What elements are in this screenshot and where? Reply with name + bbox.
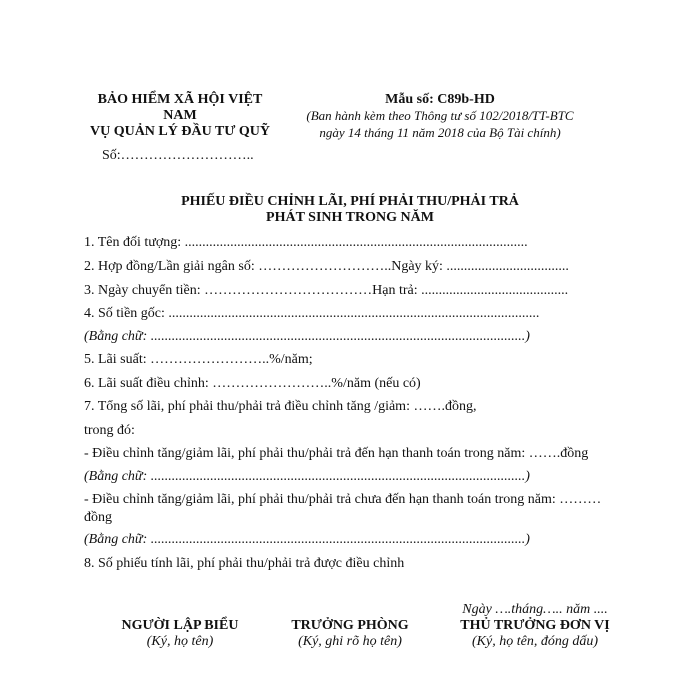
signature-date-line: Ngày ….tháng….. năm .... (462, 602, 608, 617)
field-due-adjustment: - Điều chỉnh tăng/giảm lãi, phí phải thu/phải trả đến hạn thanh toán trong năm: …….đồng (84, 446, 589, 461)
head-of-unit-note: (Ký, họ tên, đóng dấu) (472, 634, 598, 649)
preparer-note: (Ký, họ tên) (146, 634, 214, 649)
document-title-line2: PHÁT SINH TRONG NĂM (266, 210, 434, 225)
form-code: Mẫu số: C89b-HD (385, 92, 495, 107)
field-not-due-adjustment-unit: đồng (84, 510, 112, 525)
field-principal-amount: 4. Số tiền gốc: .......................................................................................................... (84, 306, 540, 321)
field-of-which: trong đó: (84, 423, 135, 438)
field-subject-name: 1. Tên đối tượng: .................................................................................................. (84, 235, 528, 250)
field-due-adjustment-in-words: (Bằng chữ: ...........................................................................................................) (84, 469, 530, 484)
agency-name-line2: NAM (163, 108, 197, 123)
field-total-adjustment: 7. Tổng số lãi, phí phải thu/phải trả điều chỉnh tăng /giảm: …….đồng, (84, 399, 477, 414)
field-not-due-adjustment: - Điều chỉnh tăng/giảm lãi, phí phải thu/phải trả chưa đến hạn thanh toán trong năm: ……… (84, 492, 602, 507)
field-adjusted-slip-number: 8. Số phiếu tính lãi, phí phải thu/phải trả được điều chỉnh (84, 556, 405, 571)
preparer-title: NGƯỜI LẬP BIỂU (121, 618, 239, 633)
document-number: Số:……………………….. (102, 148, 254, 163)
agency-name-line1: BẢO HIỂM XÃ HỘI VIỆT (97, 92, 263, 107)
head-of-department-note: (Ký, ghi rõ họ tên) (298, 634, 402, 649)
document-title-line1: PHIẾU ĐIỀU CHỈNH LÃI, PHÍ PHẢI THU/PHẢI TRẢ (181, 194, 519, 209)
head-of-unit-title: THỦ TRƯỞNG ĐƠN VỊ (460, 618, 610, 633)
field-not-due-adjustment-in-words: (Bằng chữ: ...........................................................................................................) (84, 532, 530, 547)
field-adjusted-rate: 6. Lãi suất điều chỉnh: ……………………..%/năm (nếu có) (84, 376, 421, 391)
issued-by-line2: ngày 14 tháng 11 năm 2018 của Bộ Tài chính) (319, 125, 561, 140)
field-transfer-date: 3. Ngày chuyển tiền: ………………………………Hạn trả: .......................................... (84, 283, 569, 298)
issued-by-line1: (Ban hành kèm theo Thông tư số 102/2018/TT-BTC (306, 108, 574, 123)
department-name: VỤ QUẢN LÝ ĐẦU TƯ QUỸ (89, 124, 271, 139)
field-interest-rate: 5. Lãi suất: ……………………..%/năm; (84, 352, 313, 367)
field-contract-number: 2. Hợp đồng/Lần giải ngân số: ………………………..Ngày ký: ................................... (84, 259, 569, 274)
head-of-department-title: TRƯỞNG PHÒNG (291, 618, 409, 633)
field-principal-in-words: (Bằng chữ: ...........................................................................................................) (84, 329, 530, 344)
